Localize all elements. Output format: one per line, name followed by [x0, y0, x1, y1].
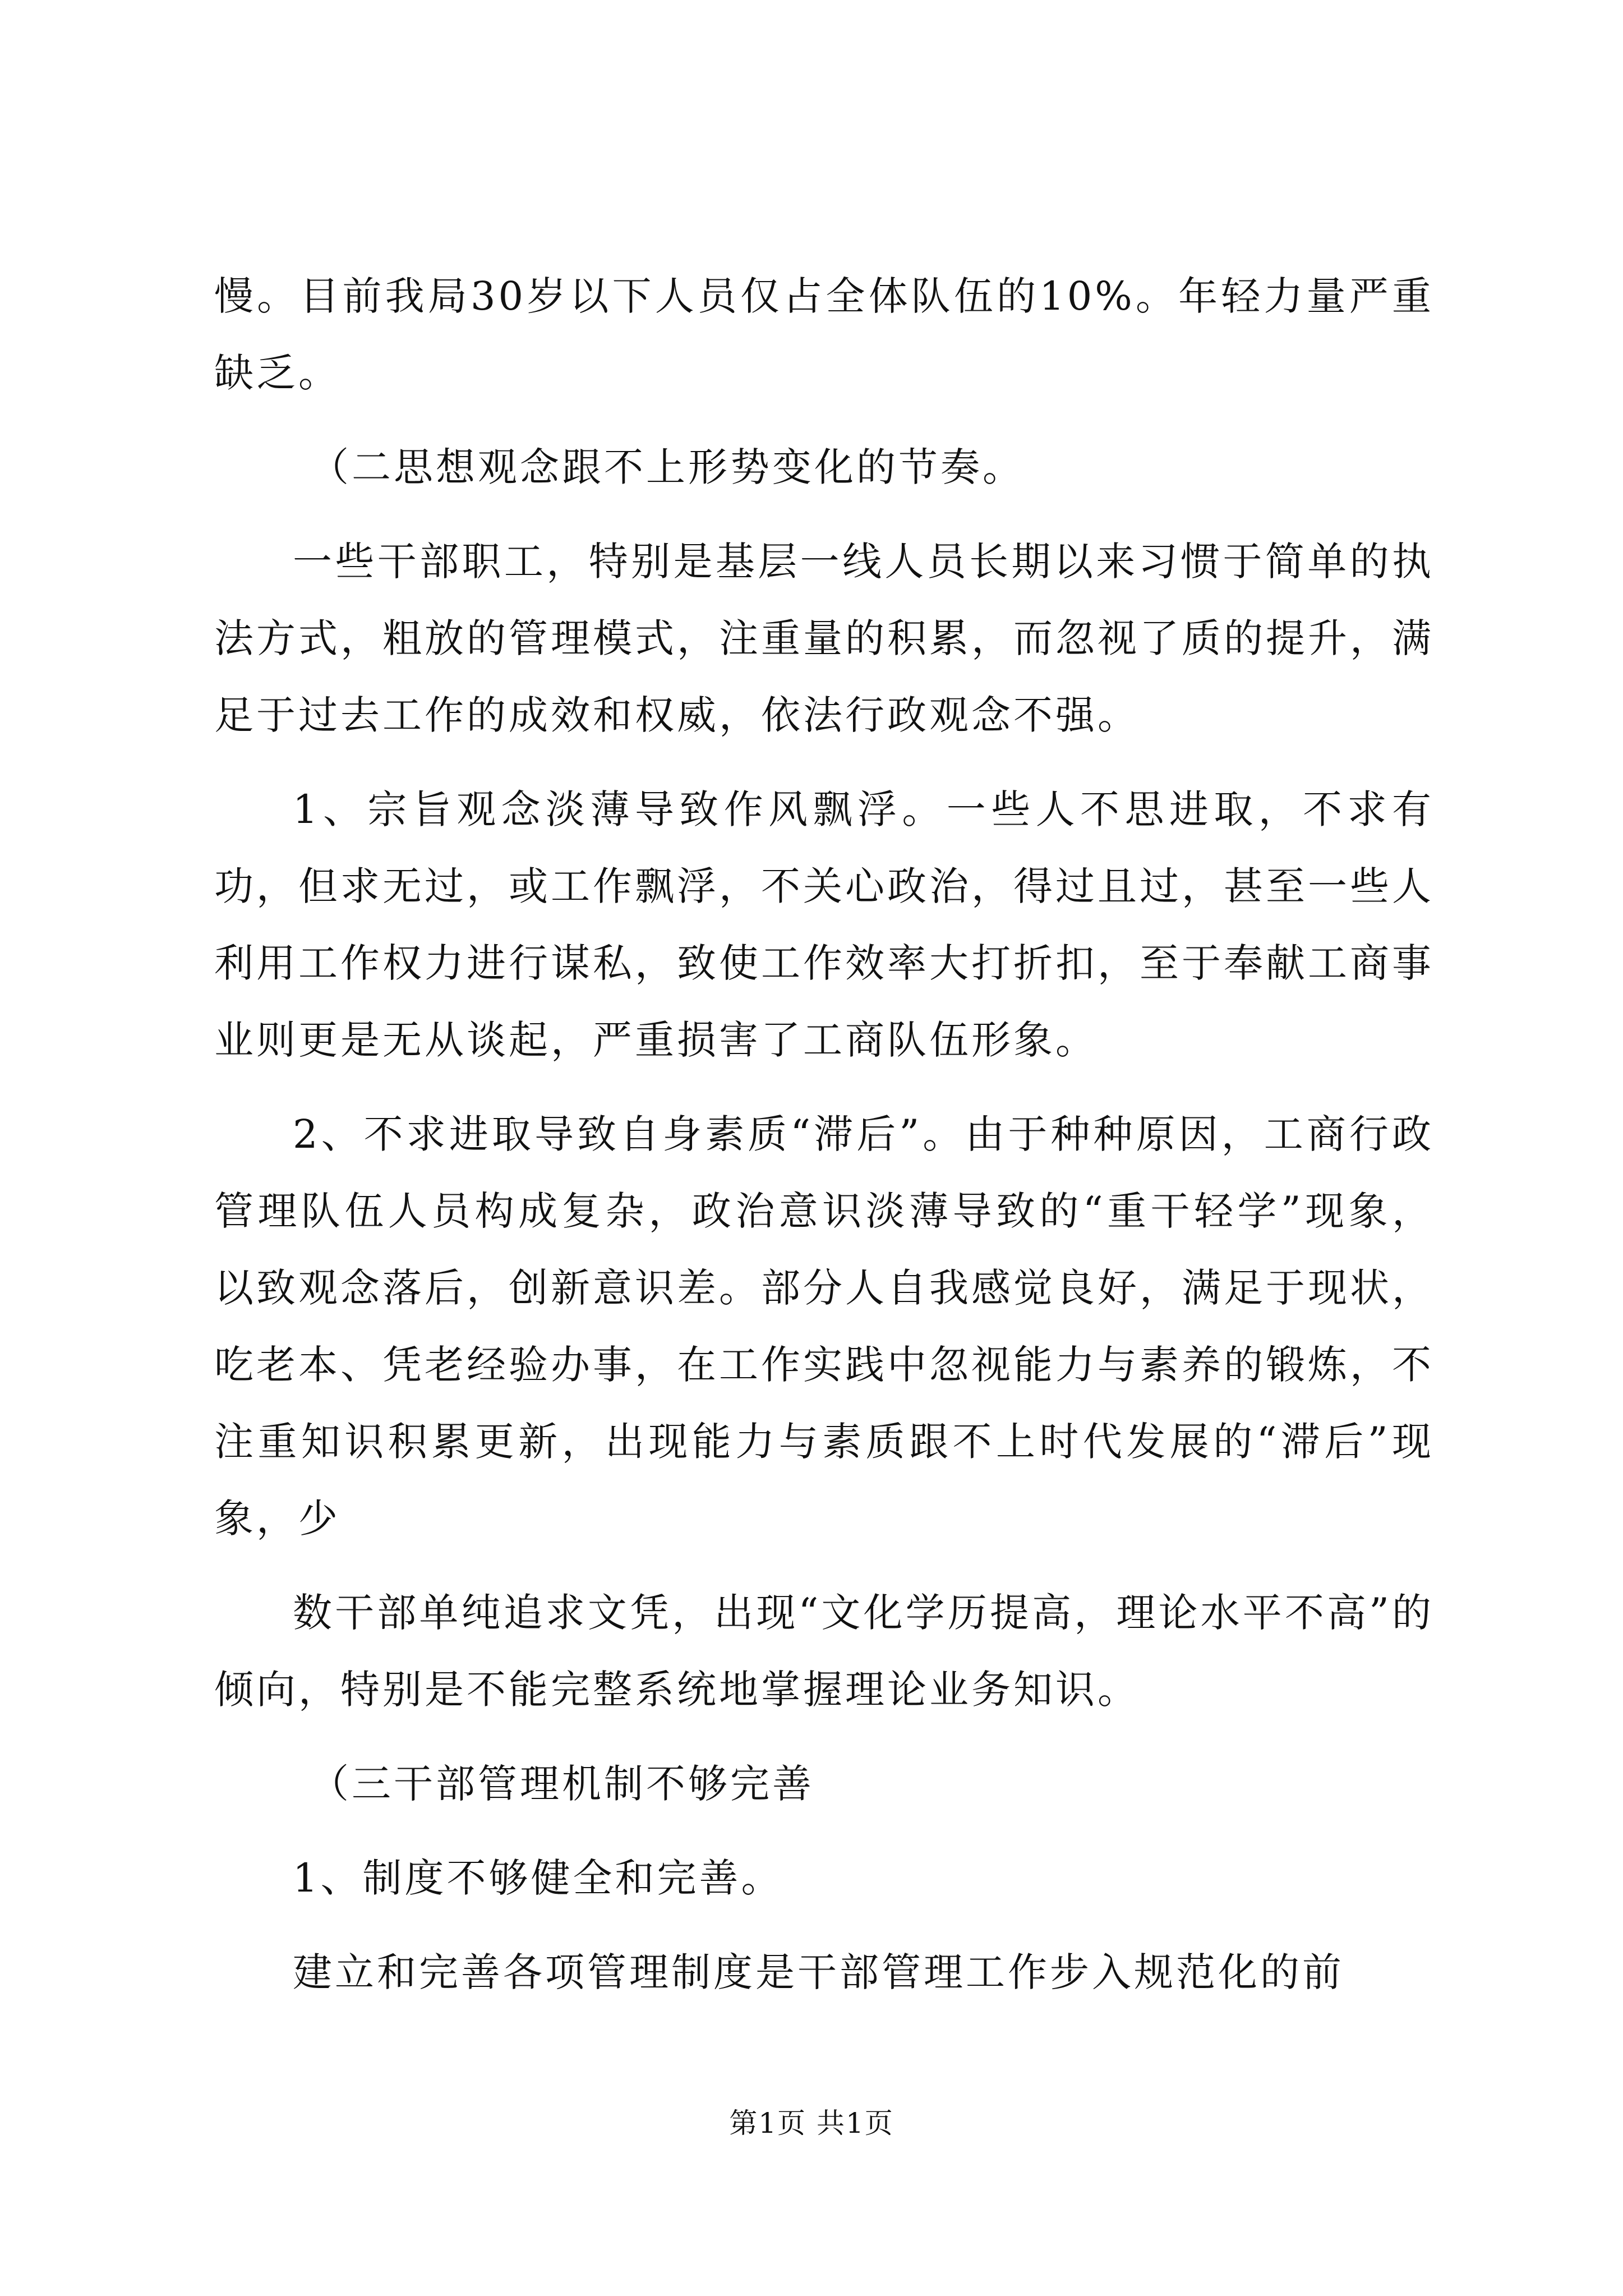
section-heading-2: （二思想观念跟不上形势变化的节奏。	[310, 444, 1025, 490]
section-heading-3: （三干部管理机制不够完善	[310, 1761, 814, 1807]
page-number-label: 第1页 共1页	[729, 2107, 894, 2139]
list-item-2: 2、不求进取导致自身素质“滞后”。由于种种原因，工商行政管理队伍人员构成复杂，政治意识淡薄导致的“重干轻学”现象，以致观念落后，创新意识差。部分人自我感觉良好，满足于现状，吃老本、凭老经验办事，在工作实践中忽视能力与素养的锻炼，不注重知识积累更新，出现能力与素质跟不上时代发展的“滞后”现象，少	[214, 1111, 1434, 1542]
list-item-1: 1、制度不够健全和完善。	[293, 1855, 783, 1901]
page-footer	[0, 2106, 1623, 2140]
list-item-1: 1、宗旨观念淡薄导致作风飘浮。一些人不思进取，不求有功，但求无过，或工作飘浮，不关心政治，得过且过，甚至一些人利用工作权力进行谋私，致使工作效率大打折扣，至于奉献工商事业则更是无从谈起，严重损害了工商队伍形象。	[214, 786, 1434, 1063]
paragraph: 数干部单纯追求文凭，出现“文化学历提高，理论水平不高”的倾向，特别是不能完整系统地掌握理论业务知识。	[214, 1590, 1434, 1713]
paragraph: 建立和完善各项管理制度是干部管理工作步入规范化的前	[293, 1949, 1344, 1995]
paragraph: 一些干部职工，特别是基层一线人员长期以来习惯于简单的执法方式，粗放的管理模式，注重量的积累，而忽视了质的提升，满足于过去工作的成效和权威，依法行政观念不强。	[214, 539, 1434, 738]
document-body	[214, 258, 1434, 2028]
paragraph-continuation: 慢。目前我局30岁以下人员仅占全体队伍的10%。年轻力量严重缺乏。	[214, 273, 1434, 396]
